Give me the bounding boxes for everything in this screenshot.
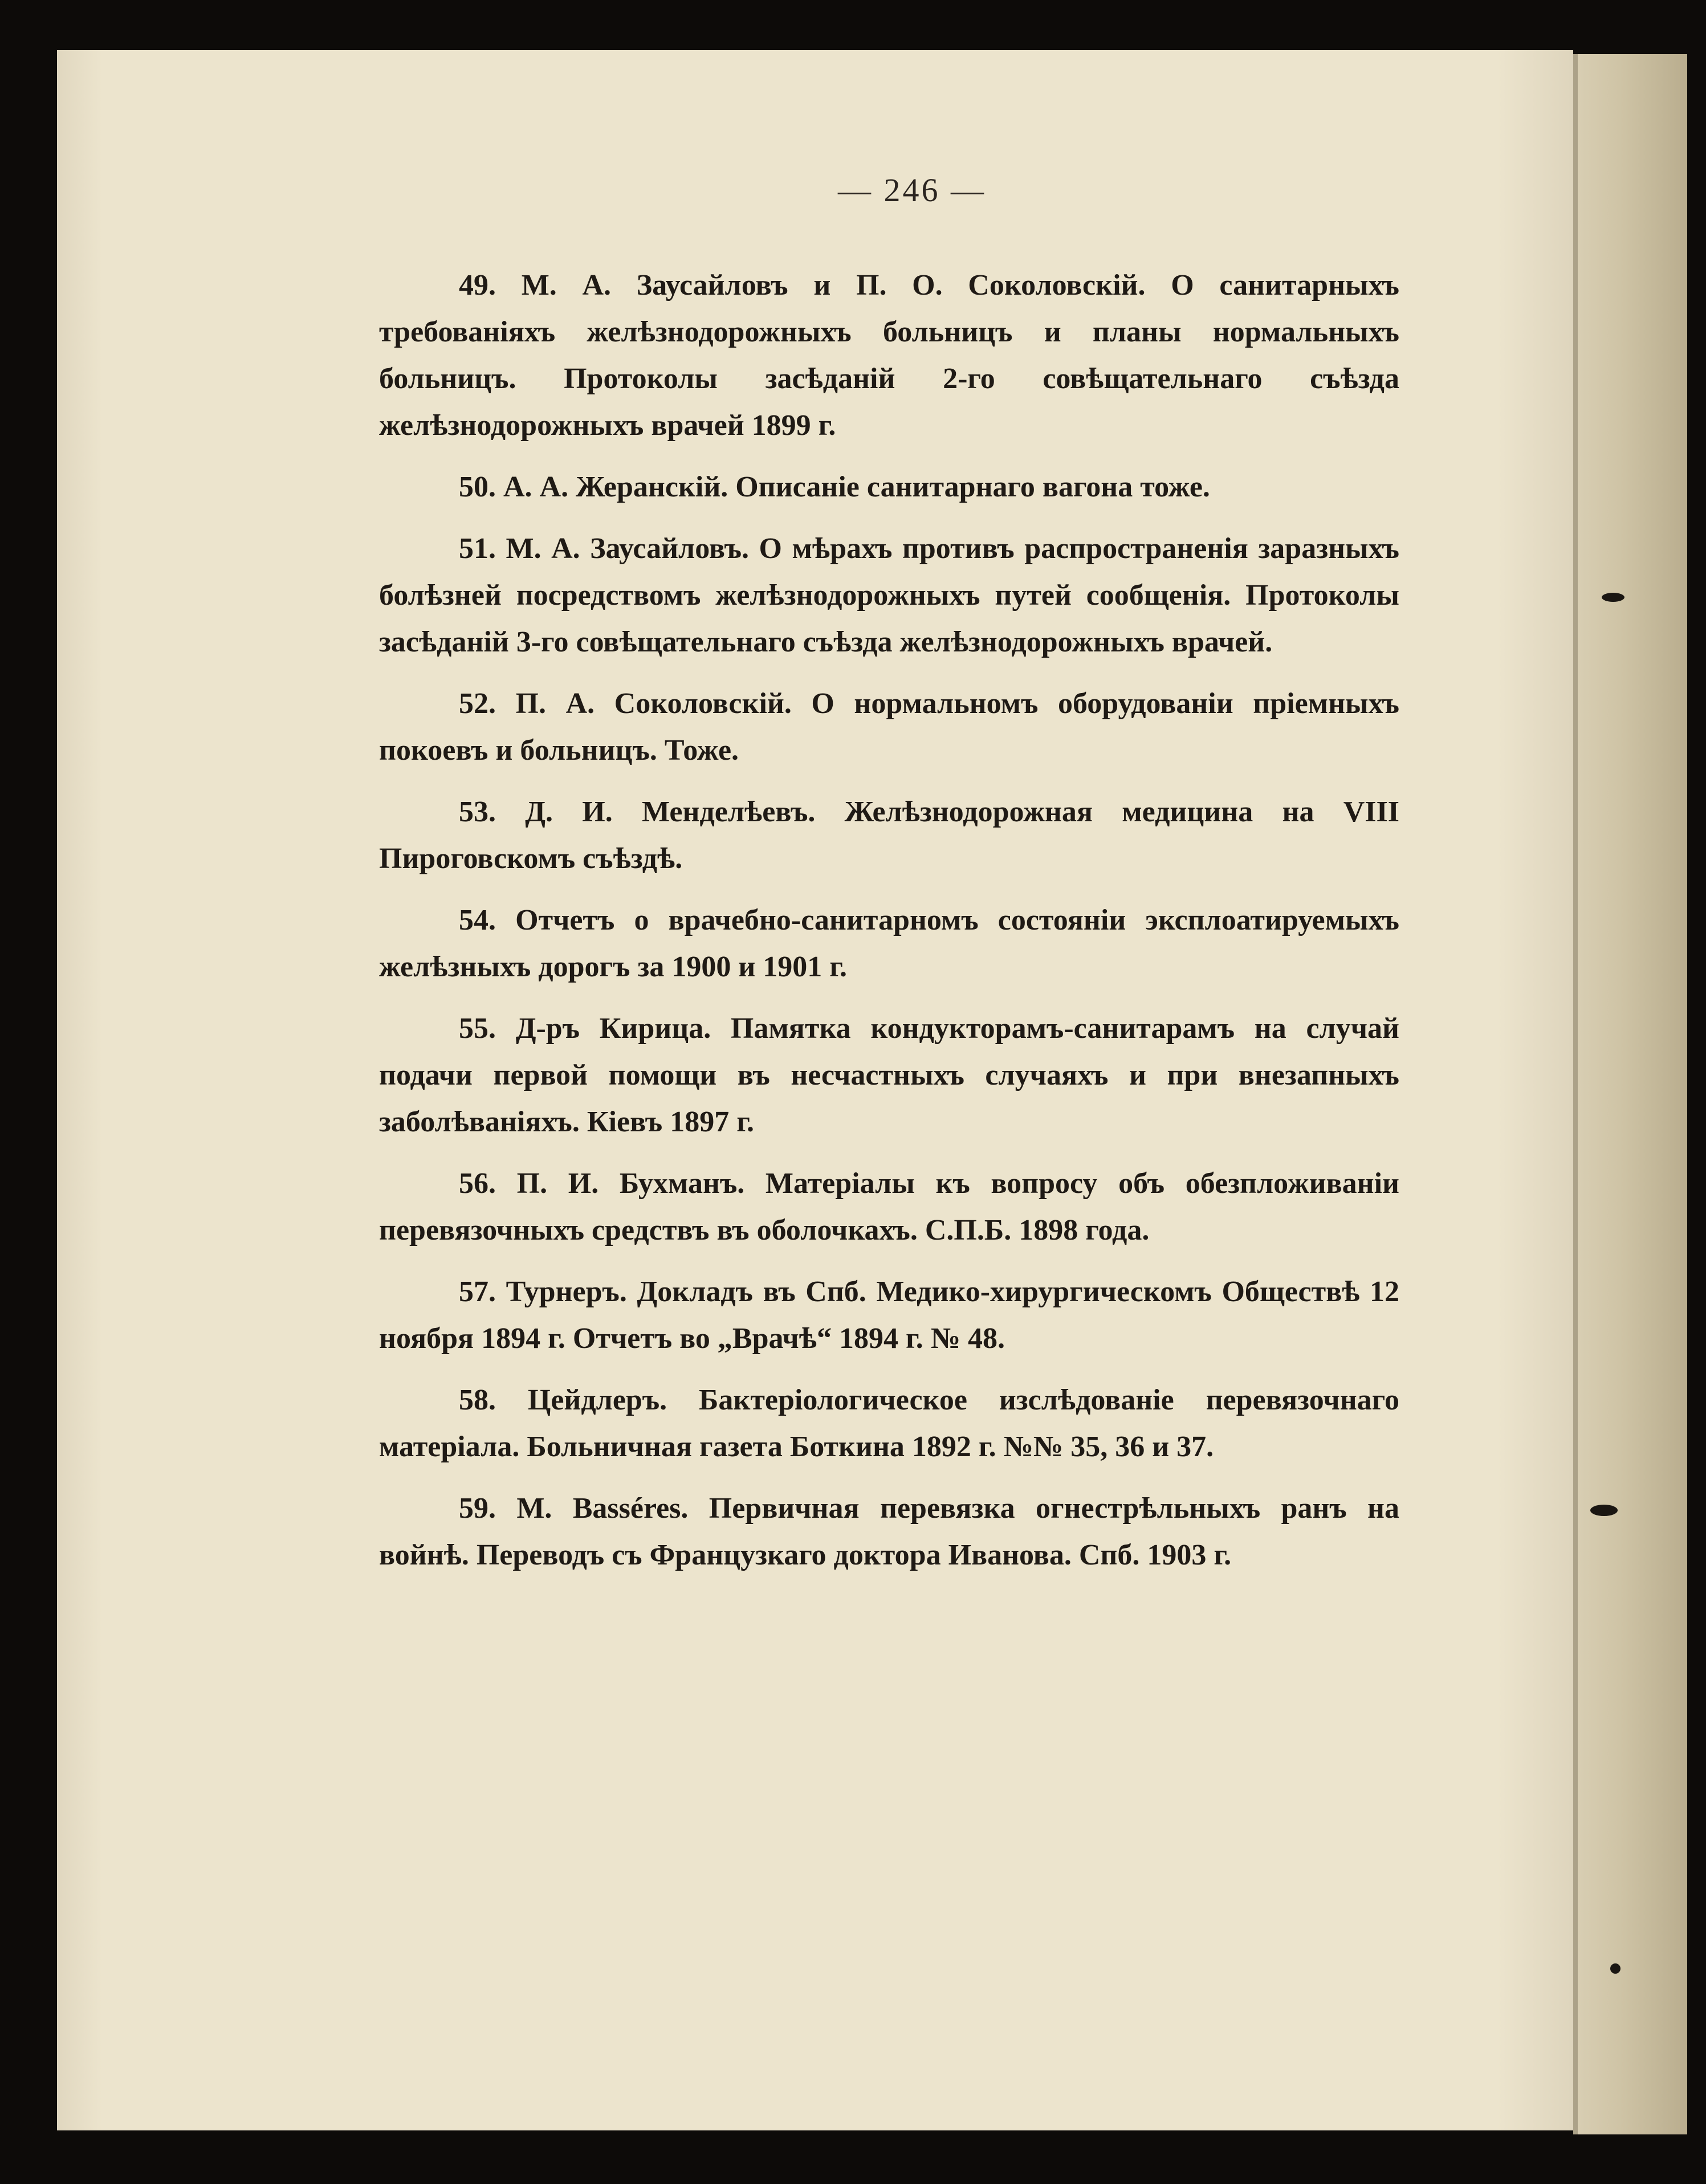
- bibliography-list: [379, 262, 1399, 1594]
- bibliography-entry: 55. Д-ръ Кирица. Памятка кондукторамъ-санитарамъ на случай подачи первой помощи въ несчастныхъ случаяхъ и при внезапныхъ заболѣваніяхъ. Кіевъ 1897 г.: [379, 1012, 1399, 1138]
- bibliography-entry: 56. П. И. Бухманъ. Матеріалы къ вопросу объ обезпложиваніи перевязочныхъ средствъ въ оболочкахъ. С.П.Б. 1898 года.: [379, 1167, 1399, 1246]
- bibliography-entry: 58. Цейдлеръ. Бактеріологическое изслѣдованіе перевязочнаго матеріала. Больничная газета Боткина 1892 г. №№ 35, 36 и 37.: [379, 1384, 1399, 1463]
- ink-spot: [1602, 593, 1624, 602]
- bibliography-entry: 59. M. Basséres. Первичная перевязка огнестрѣльныхъ ранъ на войнѣ. Переводъ съ Французкаго доктора Иванова. Спб. 1903 г.: [379, 1492, 1399, 1571]
- ink-spot: [1590, 1505, 1618, 1516]
- bibliography-entry: 49. М. А. Заусайловъ и П. О. Соколовскій. О санитарныхъ требованіяхъ желѣзнодорожныхъ больницъ и планы нормальныхъ больницъ. Протоколы засѣданій 2-го совѣщательнаго съѣзда желѣзнодорожныхъ врачей 1899 г.: [379, 269, 1399, 442]
- next-page-edge: [1573, 54, 1687, 2134]
- page-number: — 246 —: [838, 172, 986, 209]
- bibliography-entry: 54. Отчетъ о врачебно-санитарномъ состояніи эксплоатируемыхъ желѣзныхъ дорогъ за 1900 и 1901 г.: [379, 904, 1399, 983]
- bibliography-entry: 51. М. А. Заусайловъ. О мѣрахъ противъ распространенія заразныхъ болѣзней посредствомъ желѣзнодорожныхъ путей сообщенія. Протоколы засѣданій 3-го совѣщательнаго съѣзда желѣзнодорожныхъ врачей.: [379, 532, 1399, 658]
- ink-spot: [1610, 1963, 1621, 1974]
- bibliography-entry: 52. П. А. Соколовскій. О нормальномъ оборудованіи пріемныхъ покоевъ и больницъ. Тоже.: [379, 687, 1399, 767]
- bibliography-entry: 57. Турнеръ. Докладъ въ Спб. Медико-хирургическомъ Обществѣ 12 ноября 1894 г. Отчетъ во „Врачѣ“ 1894 г. № 48.: [379, 1276, 1399, 1355]
- bibliography-entry: 50. А. А. Жеранскій. Описаніе санитарнаго вагона тоже.: [459, 471, 1210, 503]
- bibliography-entry: 53. Д. И. Менделѣевъ. Желѣзнодорожная медицина на VIII Пироговскомъ съѣздѣ.: [379, 796, 1399, 875]
